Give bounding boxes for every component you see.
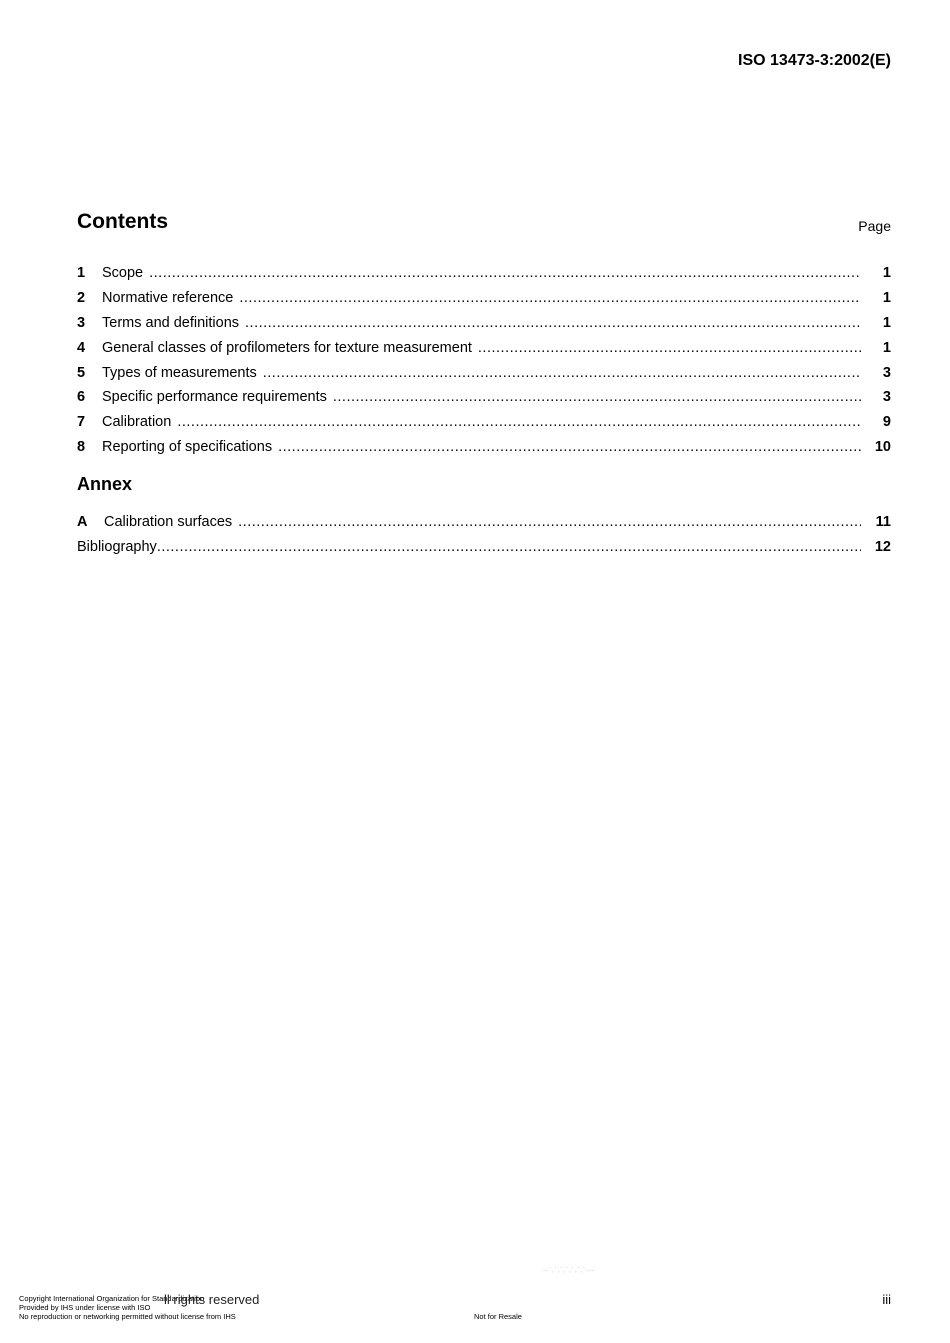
leader-dots	[263, 362, 861, 384]
toc-entry[interactable]	[77, 386, 891, 411]
toc-entry-title: Calibration	[102, 414, 172, 431]
toc-entry[interactable]	[77, 262, 891, 287]
toc-entry-title: Normative reference	[102, 289, 234, 306]
toc-entry-number: 4	[77, 339, 86, 356]
annex-heading: Annex	[77, 474, 133, 494]
toc-entry-number: 1	[77, 265, 86, 281]
copyright-line: Copyright International Organization for Standardization	[19, 1294, 205, 1303]
toc-entry-page: 9	[882, 414, 891, 431]
toc-entry-page: 3	[882, 389, 891, 406]
toc-entry-title: Reporting of specifications	[102, 439, 273, 456]
leader-dots	[333, 386, 861, 408]
toc-entry-title: Scope	[102, 265, 144, 281]
toc-entry[interactable]	[77, 337, 891, 362]
annex-entry-letter: A	[77, 514, 88, 530]
page-column-label: Page	[858, 218, 891, 234]
leader-dots	[157, 536, 861, 558]
copyright-line: No reproduction or networking permitted without license from IHS	[19, 1312, 236, 1321]
toc-list	[77, 262, 891, 461]
annex-entry-page: 11	[875, 514, 891, 530]
toc-entry-page: 1	[882, 314, 891, 331]
bibliography-page: 12	[874, 538, 891, 555]
copyright-line: Provided by IHS under license with ISO	[19, 1303, 151, 1312]
toc-entry-title: Types of measurements	[102, 364, 257, 381]
toc-entry[interactable]	[77, 362, 891, 387]
toc-entry-page: 10	[874, 439, 891, 456]
toc-entry-title: Terms and definitions	[102, 314, 240, 331]
leader-dots	[149, 262, 861, 284]
toc-entry-number: 8	[77, 439, 86, 456]
leader-dots	[478, 337, 861, 359]
toc-entry-number: 2	[77, 289, 86, 306]
toc-entry-page: 1	[882, 265, 891, 281]
annex-entry-title: Calibration surfaces	[104, 514, 233, 530]
rights-reserved: ll rights reserved	[164, 1292, 260, 1307]
contents-heading: Contents	[77, 210, 168, 233]
watermark-mark: --`,`,`,`,`,`,`---	[543, 1268, 595, 1274]
toc-entry-number: 6	[77, 389, 86, 406]
leader-dots	[239, 287, 861, 309]
toc-entry-page: 3	[882, 364, 891, 381]
leader-dots	[278, 436, 861, 458]
bibliography-title: Bibliography	[77, 538, 157, 555]
toc-entry-title: General classes of profilometers for texture measurement	[102, 339, 472, 356]
toc-entry[interactable]	[77, 411, 891, 436]
bibliography-entry[interactable]	[77, 536, 891, 561]
toc-entry[interactable]	[77, 436, 891, 461]
leader-dots	[238, 511, 861, 533]
leader-dots	[177, 411, 861, 433]
toc-entry-page: 1	[882, 289, 891, 306]
annex-entry[interactable]	[77, 511, 891, 536]
document-id: ISO 13473-3:2002(E)	[738, 52, 891, 69]
toc-entry-number: 7	[77, 414, 86, 431]
toc-entry[interactable]	[77, 287, 891, 312]
not-for-resale: Not for Resale	[474, 1312, 522, 1321]
toc-entry-number: 3	[77, 314, 86, 331]
toc-entry-page: 1	[882, 339, 891, 356]
annex-list	[77, 511, 891, 561]
page-number: iii	[882, 1292, 891, 1307]
leader-dots	[245, 312, 861, 334]
toc-entry-title: Specific performance requirements	[102, 389, 327, 406]
toc-entry[interactable]	[77, 312, 891, 337]
toc-entry-number: 5	[77, 364, 86, 381]
